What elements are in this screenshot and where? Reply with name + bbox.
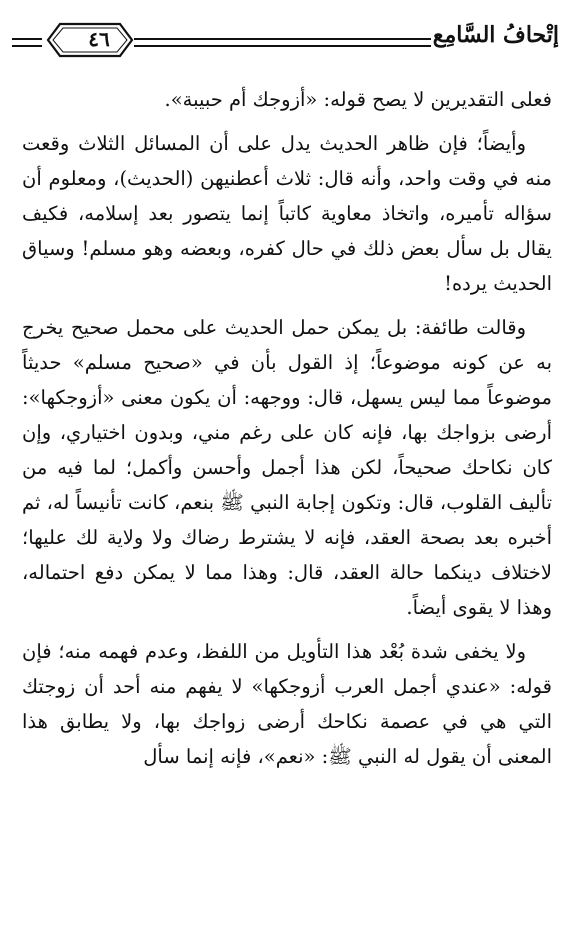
paragraph: فعلى التقديرين لا يصح قوله: «أزوجك أم حبيبة». bbox=[164, 88, 552, 111]
paragraph: وقالت طائفة: بل يمكن حمل الحديث على محمل صحيح يخرج به عن كونه موضوعاً؛ إذ القول بأن في «صحيح مسلم» حديثاً موضوعاً مما ليس يسهل، قال: ووجهه: أن يكون معنى «أزوجكها»: أرضى بزواجك بها، فإنه كان على رغم مني، وبدون اختياري، وإن كان نكاحك صحيحاً، لكن هذا أجمل وأحسن وأكمل؛ لما فيه من تأليف القلوب، قال: وتكون إجابة النبي ﷺ بنعم، كانت تأنيساً له، ثم أخبره بعد بصحة العقد، فإنه لا يشترط رضاك ولا ولاية لك عليها؛ لاختلاف دينكما حالة العقد، قال: وهذا مما لا يمكن دفع احتماله، وهذا لا يقوى أيضاً. bbox=[22, 316, 552, 619]
header-rule-left bbox=[12, 38, 42, 47]
page-number: ٤٦ bbox=[88, 27, 110, 51]
header-rule bbox=[134, 38, 431, 47]
running-title: إتْحافُ السَّامِع bbox=[432, 22, 559, 48]
page-header bbox=[12, 18, 559, 62]
paragraph: ولا يخفى شدة بُعْد هذا التأويل من اللفظ، وعدم فهمه منه؛ فإن قوله: «عندي أجمل العرب أزوجكها» لا يفهم منه أحد أن زوجتك التي هي في عصمة نكاحك أرضى زواجك بها، ولا يطابق هذا المعنى أن يقول له النبي ﷺ: «نعم»، فإنه إنما سأل bbox=[22, 640, 552, 768]
paragraph: وأيضاً؛ فإن ظاهر الحديث يدل على أن المسائل الثلاث وقعت منه في وقت واحد، وأنه قال: ثلاث أعطنيهن (الحديث)، ومعلوم أن سؤاله تأميره، واتخاذ معاوية كاتباً إنما يتصور بعد إسلامه، فكيف يقال بل سأل بعض ذلك في حال كفره، وبعضه وهو مسلم! وسياق الحديث يرده! bbox=[22, 132, 552, 295]
body-text bbox=[22, 82, 552, 774]
